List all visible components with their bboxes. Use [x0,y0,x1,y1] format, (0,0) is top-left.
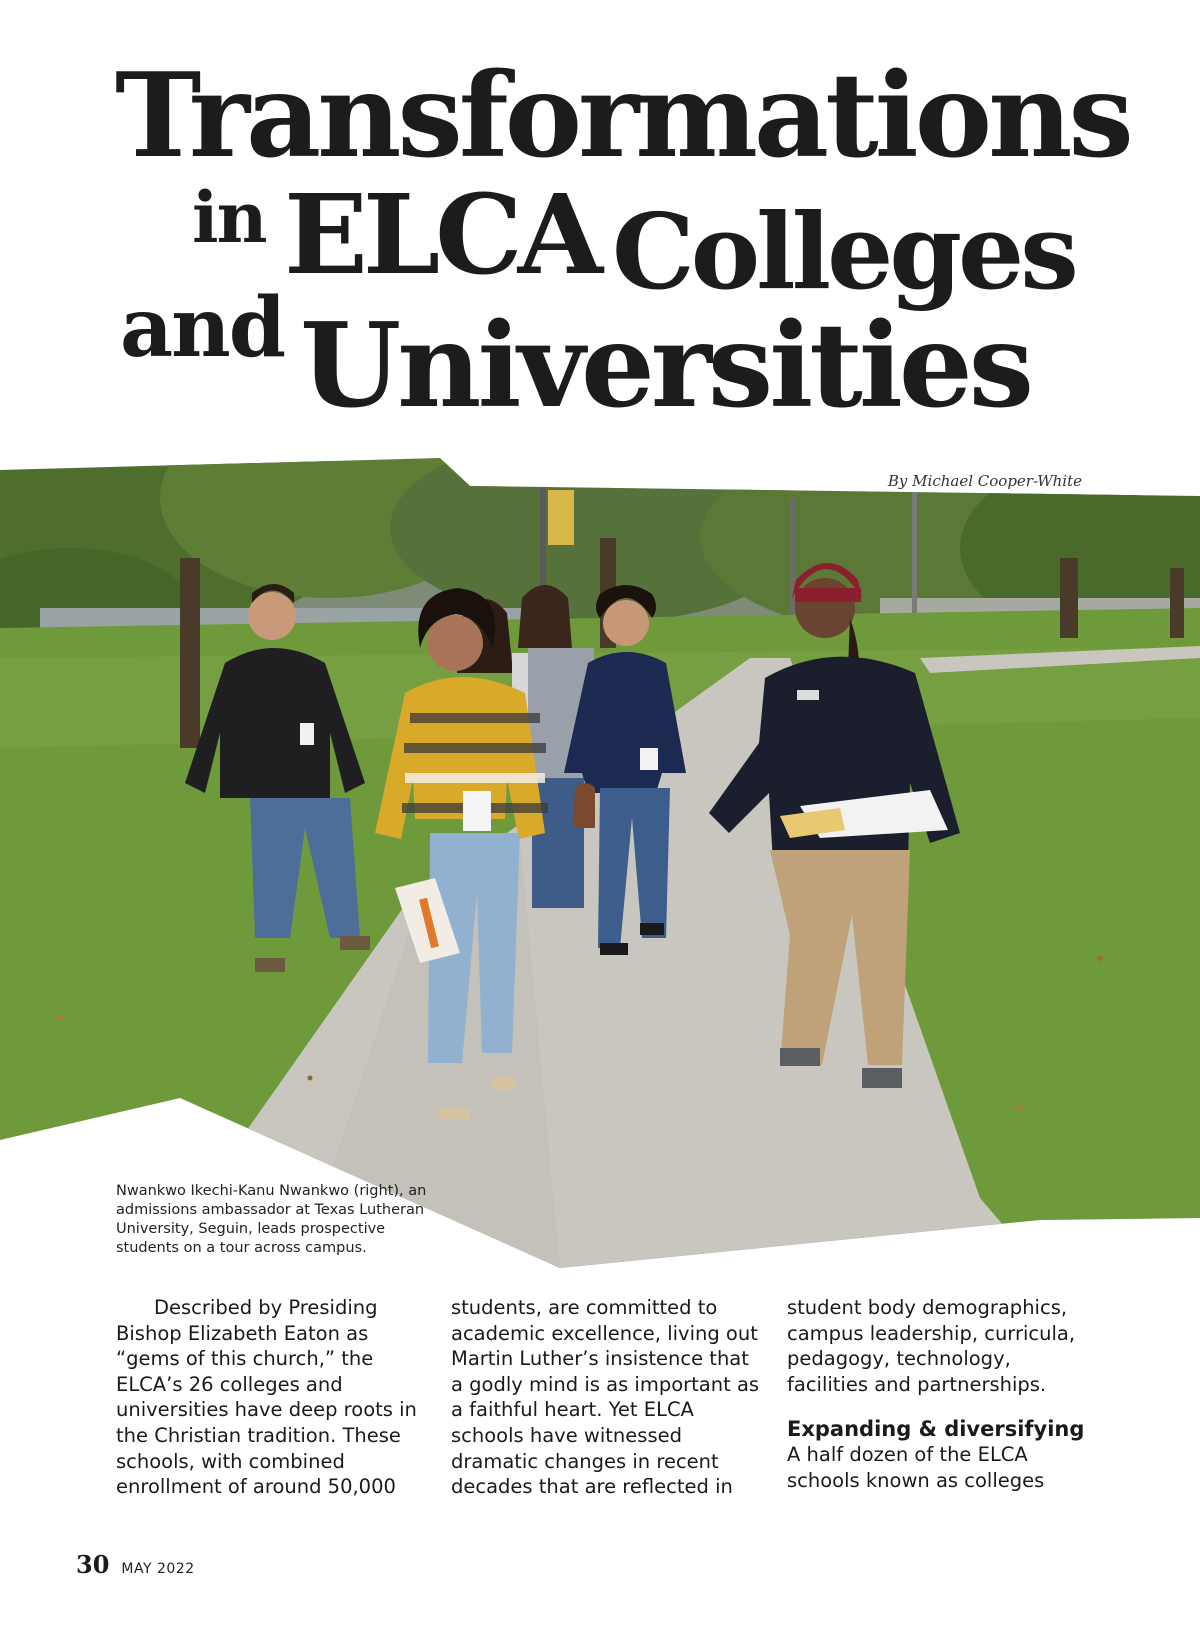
headline [0,0,1200,440]
page-number: 30 [76,1550,110,1579]
body-column-3 [787,1295,1097,1494]
headline-transformations: Transformations [115,48,1130,184]
headline-universities: Universities [300,298,1031,434]
body-column-3-text: student body demographics, campus leadership, curricula, pedagogy, technology, facilities and partnerships. [787,1296,1076,1396]
photo-caption: Nwankwo Ikechi-Kanu Nwankwo (right), an admissions ambassador at Texas Lutheran University, Seguin, leads prospective students on a tour across campus. [116,1183,427,1256]
issue-date: MAY 2022 [121,1561,195,1577]
byline: By Michael Cooper-White [887,472,1082,490]
body-column-1-text: Described by Presiding Bishop Elizabeth Eaton as “gems of this church,” the ELCA’s 26 colleges and universities have deep roots in the Christian tradition. These schools, with combined enrollment of around 50,000 [116,1296,417,1499]
section-subhead: Expanding & diversifying [787,1417,1085,1442]
body-column-2-text: students, are committed to academic excellence, living out Martin Luther’s insistence that a godly mind is as important as a faithful heart. Yet ELCA schools have witnessed dramatic changes in recent decades that are reflected in [451,1296,760,1499]
body-column-1 [116,1295,426,1500]
headline-colleges: Colleges [612,190,1075,313]
headline-in: in [192,176,266,259]
body-column-2 [451,1295,761,1500]
body-column-3-continued: A half dozen of the ELCA schools known as colleges [787,1443,1045,1492]
headline-elca: ELCA [284,170,599,299]
page-footer [76,1550,195,1579]
campus-tour-photo [0,458,1200,1268]
headline-and: and [120,280,285,376]
